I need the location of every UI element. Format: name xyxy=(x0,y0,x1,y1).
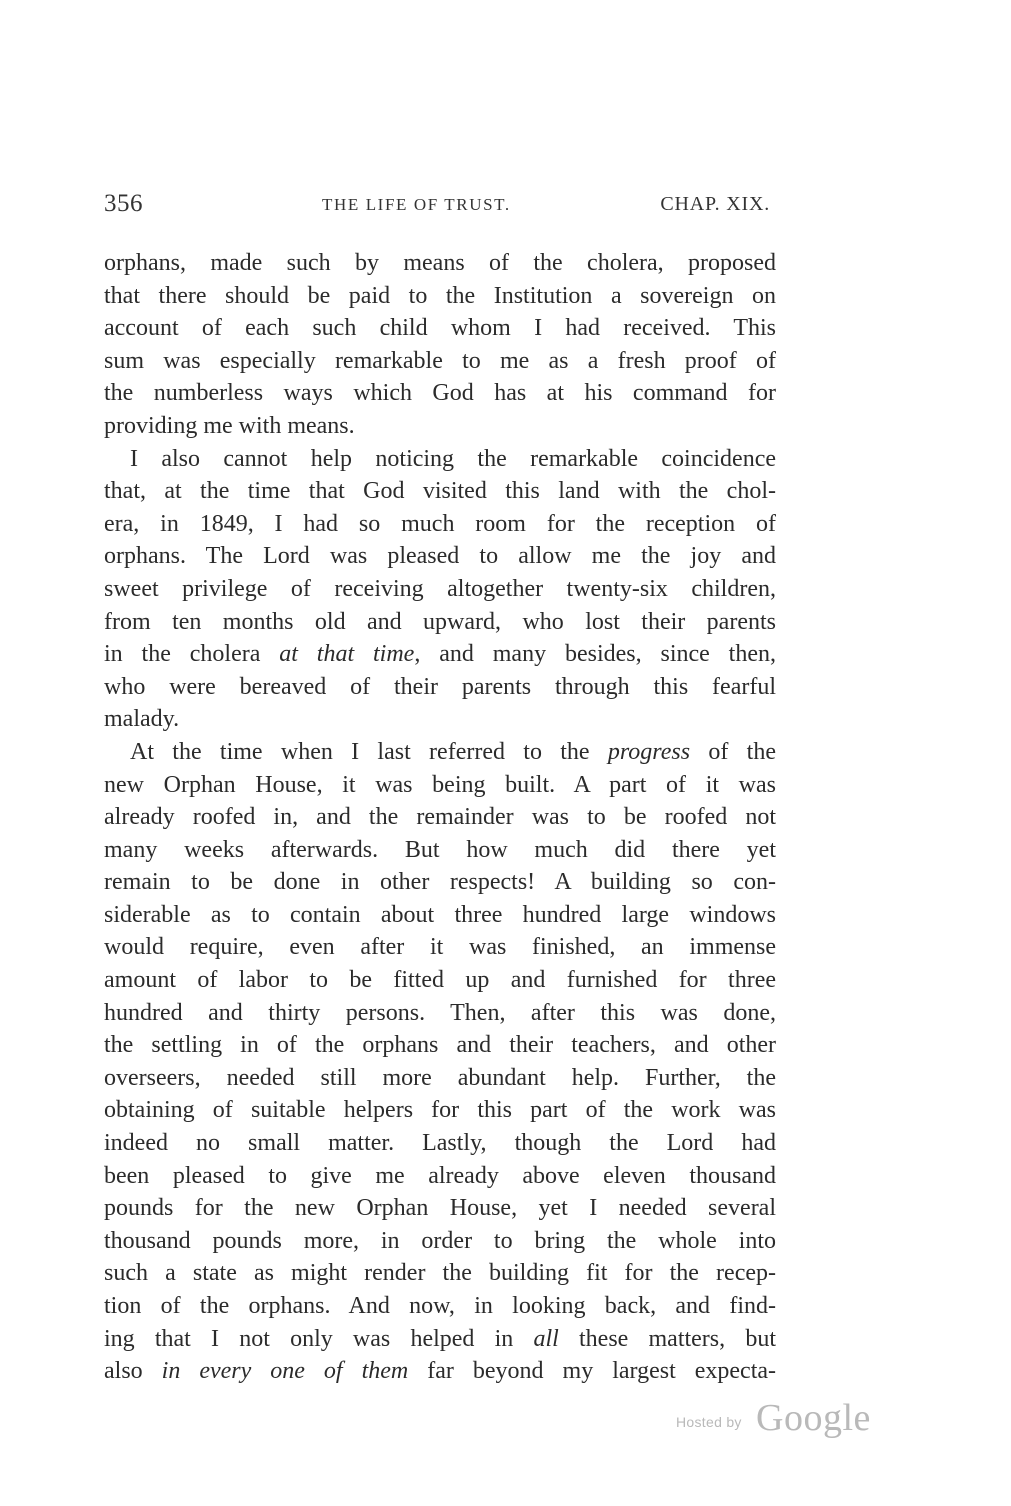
text-segment: orphans, made such by means of the cholera, proposed xyxy=(104,250,776,276)
text-line xyxy=(104,1062,776,1095)
text-segment: far beyond my largest expecta- xyxy=(408,1358,776,1385)
text-line xyxy=(104,345,776,378)
text-line xyxy=(104,573,776,606)
text-segment: who were bereaved of their parents through this fearful xyxy=(104,673,776,700)
body-text xyxy=(104,247,776,1388)
text-segment: many weeks afterwards. But how much did there yet xyxy=(104,836,776,863)
text-line xyxy=(104,280,776,313)
text-segment: hundred and thirty persons. Then, after this was done, xyxy=(104,999,776,1026)
text-segment: from ten months old and upward, who lost their parents xyxy=(104,608,776,635)
running-header xyxy=(104,190,770,220)
text-line xyxy=(104,508,776,541)
text-segment: , and many besides, since then, xyxy=(414,641,776,668)
text-segment: ing that I not only was helped in xyxy=(104,1325,534,1352)
hosted-by-label: Hosted by xyxy=(676,1414,742,1430)
text-segment: siderable as to contain about three hundred large windows xyxy=(104,901,776,928)
text-line xyxy=(104,899,776,932)
google-watermark xyxy=(676,1392,886,1440)
text-segment: amount of labor to be fitted up and furnished for three xyxy=(104,967,776,994)
text-segment: overseers, needed still more abundant help. Further, the xyxy=(104,1064,776,1091)
text-line xyxy=(104,834,776,867)
text-segment: the settling in of the orphans and their teachers, and other xyxy=(104,1032,776,1059)
text-segment: At the time when I last referred to the xyxy=(130,738,608,765)
text-segment: new Orphan House, it was being built. A part of it was xyxy=(104,771,776,798)
text-segment: sweet privilege of receiving altogether twenty-six children, xyxy=(104,575,776,602)
text-line xyxy=(104,443,776,476)
chapter-label: CHAP. XIX. xyxy=(660,193,770,215)
text-segment: account of each such child whom I had received. This xyxy=(104,315,776,342)
text-line xyxy=(104,997,776,1030)
text-line xyxy=(104,1323,776,1356)
italic-text-segment: at that time xyxy=(279,641,415,668)
text-segment: would require, even after it was finished, an immense xyxy=(104,934,776,961)
text-segment: of the xyxy=(690,738,776,765)
text-segment: the numberless ways which God has at his command for xyxy=(104,380,776,407)
text-line xyxy=(104,1290,776,1323)
italic-text-segment: all xyxy=(533,1325,559,1352)
text-segment: also xyxy=(104,1358,162,1385)
running-title: THE LIFE OF TRUST. xyxy=(322,195,511,214)
text-line xyxy=(104,769,776,802)
text-segment: been pleased to give me already above eleven thousand xyxy=(104,1162,776,1189)
text-segment: obtaining of suitable helpers for this part of the work was xyxy=(104,1097,776,1124)
text-line xyxy=(104,247,776,280)
text-line xyxy=(104,377,776,410)
text-line xyxy=(104,1160,776,1193)
text-line xyxy=(104,866,776,899)
text-line xyxy=(104,638,776,671)
text-segment: orphans. The Lord was pleased to allow me the joy and xyxy=(104,543,776,570)
text-line xyxy=(104,964,776,997)
text-line xyxy=(104,540,776,573)
text-segment: remain to be done in other respects! A building so con- xyxy=(104,869,776,896)
text-segment: already roofed in, and the remainder was to be roofed not xyxy=(104,804,776,831)
page-number: 356 xyxy=(104,190,143,217)
google-logo: Google xyxy=(756,1397,871,1439)
text-line xyxy=(104,1225,776,1258)
text-segment: tion of the orphans. And now, in looking back, and find- xyxy=(104,1293,776,1319)
text-line xyxy=(104,1127,776,1160)
italic-text-segment: progress xyxy=(607,738,691,765)
text-line xyxy=(104,606,776,639)
text-line xyxy=(104,703,776,736)
text-segment: era, in 1849, I had so much room for the reception of xyxy=(104,510,776,537)
text-line xyxy=(104,1029,776,1062)
text-segment: such a state as might render the building fit for the recep- xyxy=(104,1260,776,1287)
text-segment: that, at the time that God visited this land with the chol- xyxy=(104,478,776,505)
text-segment: pounds for the new Orphan House, yet I needed several xyxy=(104,1195,776,1222)
text-line xyxy=(104,410,776,443)
text-segment: thousand pounds more, in order to bring the whole into xyxy=(104,1227,776,1254)
text-segment: indeed no small matter. Lastly, though the Lord had xyxy=(104,1130,776,1157)
text-segment: sum was especially remarkable to me as a fresh proof of xyxy=(104,347,776,374)
text-line xyxy=(104,801,776,834)
text-line xyxy=(104,1094,776,1127)
text-segment: malady. xyxy=(104,706,180,733)
text-line xyxy=(104,475,776,508)
text-segment: I also cannot help noticing the remarkable coincidence xyxy=(130,445,776,472)
text-line xyxy=(104,1355,776,1388)
text-line xyxy=(104,1192,776,1225)
italic-text-segment: in every one of them xyxy=(161,1358,409,1385)
text-segment: that there should be paid to the Institution a sovereign on xyxy=(104,282,776,309)
text-segment: in the cholera xyxy=(104,641,280,668)
text-line xyxy=(104,736,776,769)
text-line xyxy=(104,1257,776,1290)
text-line xyxy=(104,312,776,345)
text-line xyxy=(104,931,776,964)
text-line xyxy=(104,671,776,704)
text-segment: these matters, but xyxy=(558,1325,777,1352)
text-segment: providing me with means. xyxy=(104,412,355,439)
